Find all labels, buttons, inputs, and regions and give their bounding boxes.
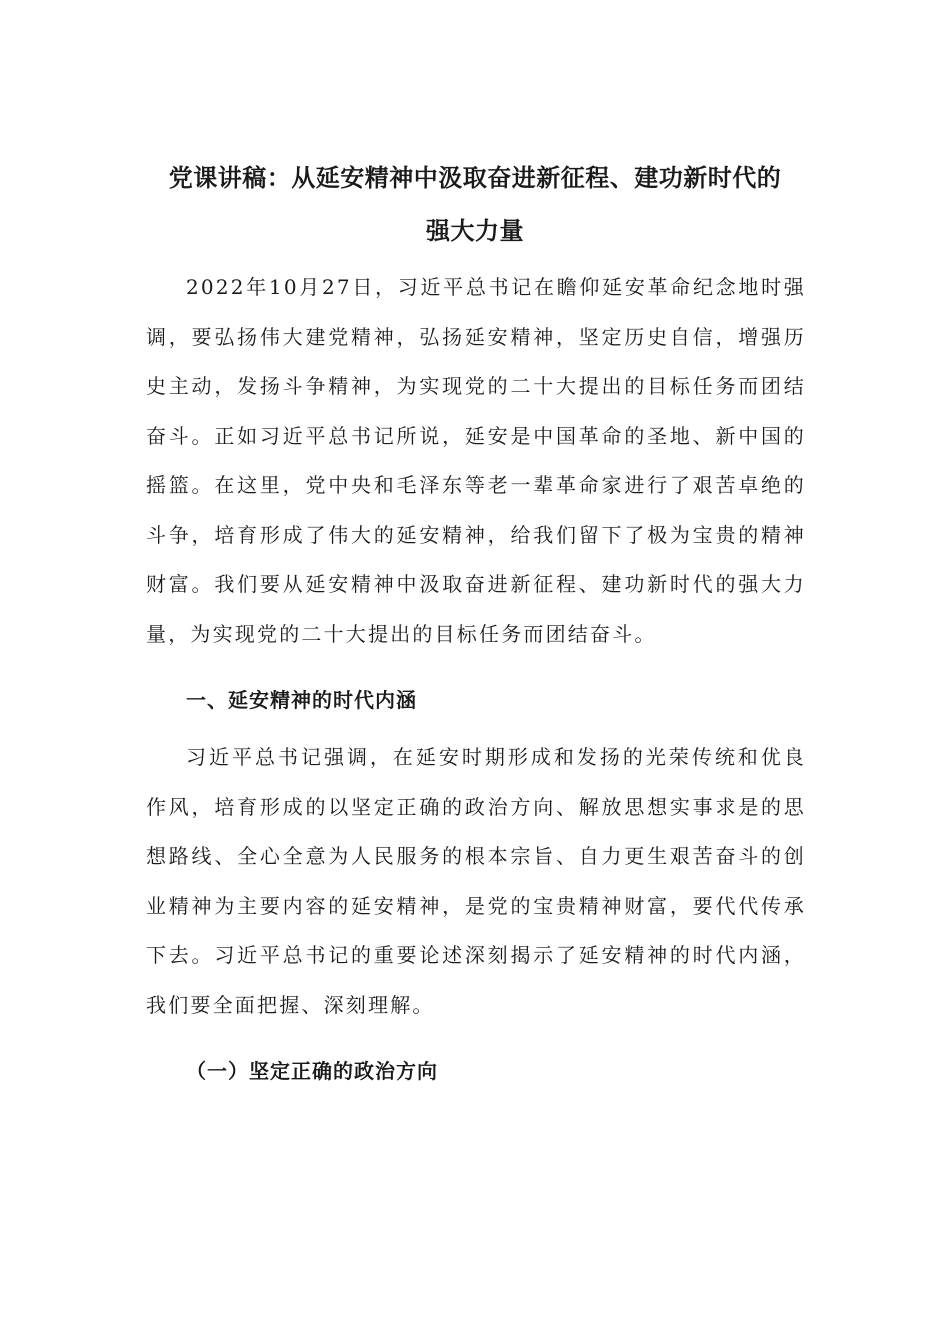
subsection-heading: （一）坚定正确的政治方向 bbox=[186, 1059, 438, 1083]
document-title-line-2: 强大力量 bbox=[426, 217, 524, 245]
intro-paragraph: 2022年10月27日，习近平总书记在瞻仰延安革命纪念地时强调，要弘扬伟大建党精神，弘扬延安精神，坚定历史自信，增强历史主动，发扬斗争精神，为实现党的二十大提出的目标任务而团结奋斗。正如习近平总书记所说，延安是中国革命的圣地、新中国的摇篮。在这里，党中央和毛泽东等老一辈革命家进行了艰苦卓绝的斗争，培育形成了伟大的延安精神，给我们留下了极为宝贵的精神财富。我们要从延安精神中汲取奋进新征程、建功新时代的强大力量，为实现党的二十大提出的目标任务而团结奋斗。 bbox=[146, 275, 806, 646]
body-paragraph: 习近平总书记强调，在延安时期形成和发扬的光荣传统和优良作风，培育形成的以坚定正确的政治方向、解放思想实事求是的思想路线、全心全意为人民服务的根本宗旨、自力更生艰苦奋斗的创业精神为主要内容的延安精神，是党的宝贵精神财富，要代代传承下去。习近平总书记的重要论述深刻揭示了延安精神的时代内涵，我们要全面把握、深刻理解。 bbox=[146, 745, 806, 1017]
section-heading: 一、延安精神的时代内涵 bbox=[186, 688, 417, 712]
document-title-line-1: 党课讲稿：从延安精神中汲取奋进新征程、建功新时代的 bbox=[168, 164, 782, 192]
